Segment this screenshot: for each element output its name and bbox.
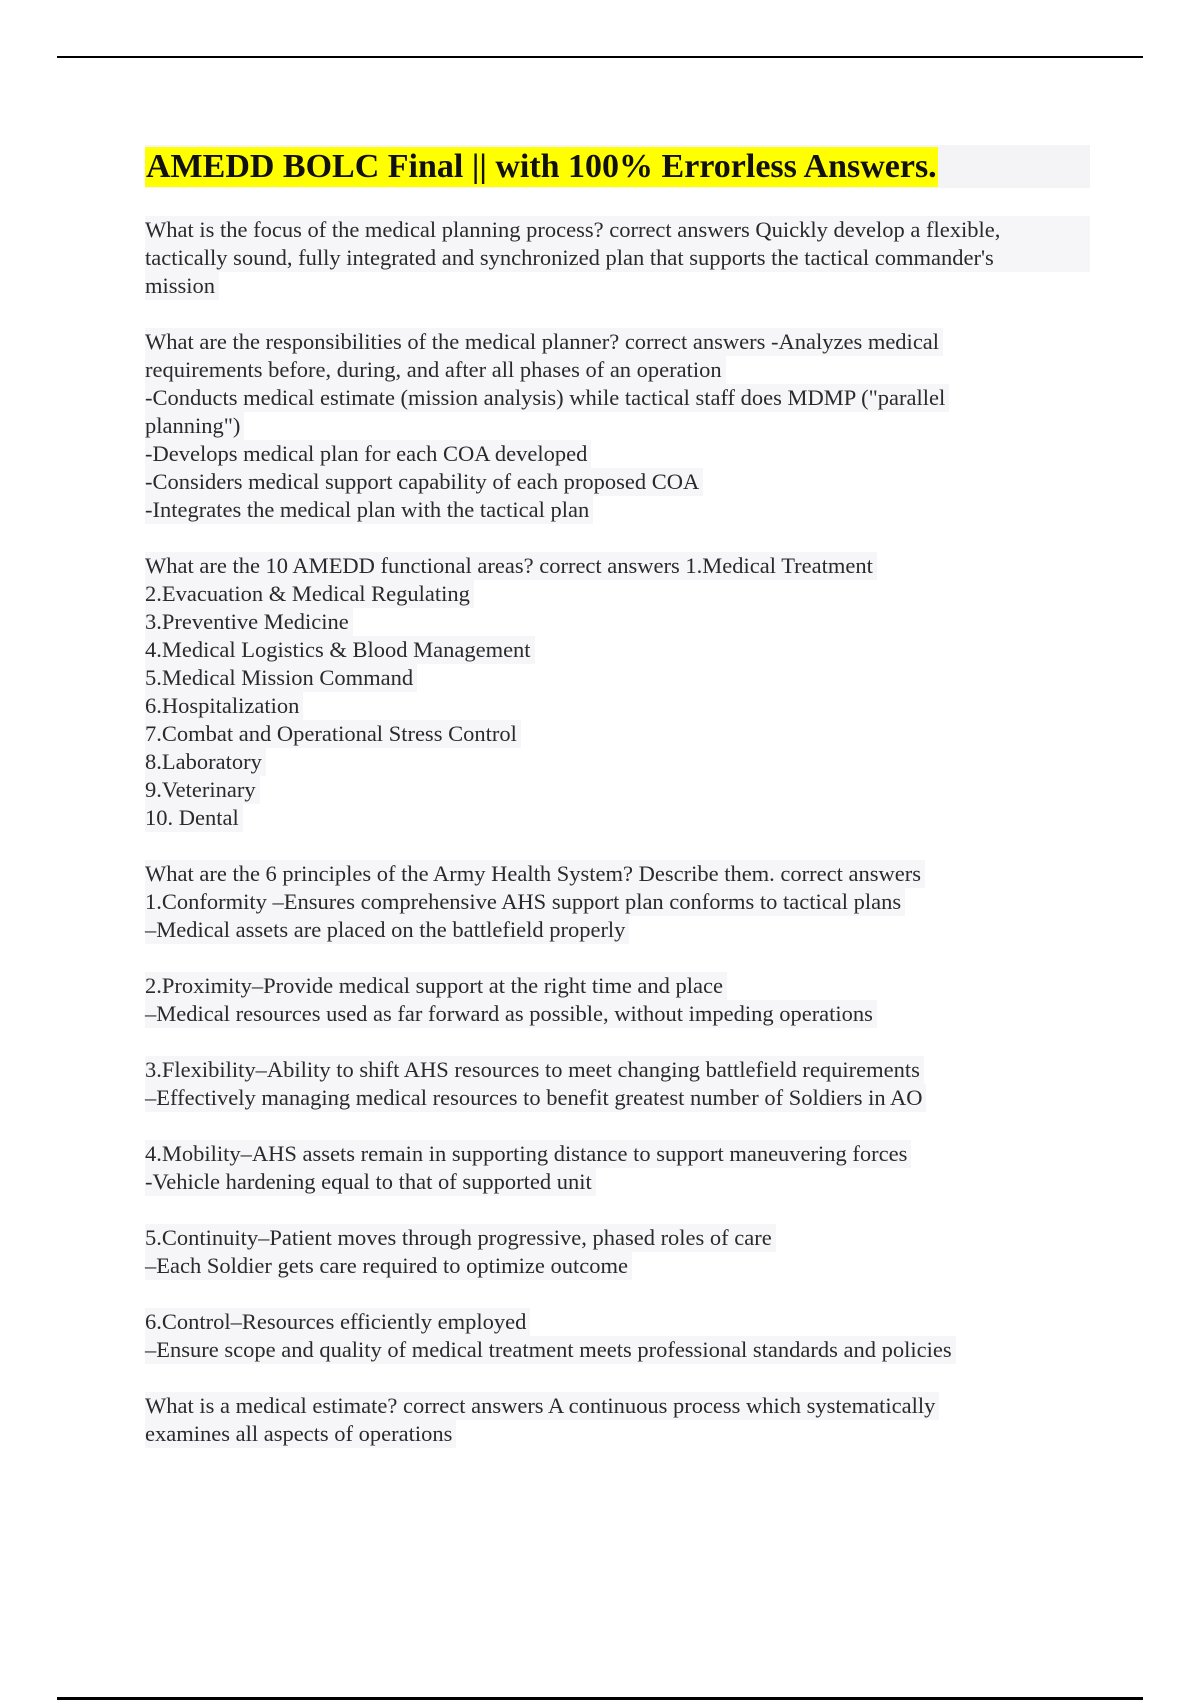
text-line: What is a medical estimate? correct answers A continuous process which systematically (145, 1392, 939, 1420)
text-line: What are the 10 AMEDD functional areas? correct answers 1.Medical Treatment (145, 552, 877, 580)
text-line: What are the 6 principles of the Army Health System? Describe them. correct answers (145, 860, 925, 888)
text-line: -Develops medical plan for each COA developed (145, 440, 591, 468)
text-line: examines all aspects of operations (145, 1420, 456, 1448)
document-body (145, 145, 1090, 1476)
list-item: 3.Preventive Medicine (145, 608, 353, 636)
qa-block-functional-areas (145, 552, 1090, 832)
text-line: –Medical assets are placed on the battlefield properly (145, 916, 629, 944)
qa-block-focus (145, 216, 1090, 300)
title-bar (145, 145, 1090, 188)
text-line: -Integrates the medical plan with the tactical plan (145, 496, 593, 524)
list-item: 7.Combat and Operational Stress Control (145, 720, 521, 748)
text-line: -Conducts medical estimate (mission analysis) while tactical staff does MDMP ("parallel (145, 384, 949, 412)
top-rule (57, 56, 1143, 58)
text-line: -Vehicle hardening equal to that of supported unit (145, 1168, 596, 1196)
document-title: AMEDD BOLC Final || with 100% Errorless Answers. (146, 147, 937, 185)
text-line: 2.Proximity–Provide medical support at the right time and place (145, 972, 727, 1000)
list-item: 4.Medical Logistics & Blood Management (145, 636, 535, 664)
list-item: 9.Veterinary (145, 776, 260, 804)
text-line: –Medical resources used as far forward as possible, without impeding operations (145, 1000, 877, 1028)
list-item: 10. Dental (145, 804, 243, 832)
text-line: –Effectively managing medical resources to benefit greatest number of Soldiers in AO (145, 1084, 926, 1112)
list-item: 2.Evacuation & Medical Regulating (145, 580, 474, 608)
text-line: –Ensure scope and quality of medical treatment meets professional standards and policies (145, 1336, 956, 1364)
text-line: planning") (145, 412, 244, 440)
principle-proximity (145, 972, 1090, 1028)
text-line: –Each Soldier gets care required to optimize outcome (145, 1252, 632, 1280)
principle-control (145, 1308, 1090, 1364)
text-line: What are the responsibilities of the medical planner? correct answers -Analyzes medical (145, 328, 943, 356)
text-line: What is the focus of the medical planning process? correct answers Quickly develop a flexible, (145, 216, 1090, 244)
principle-continuity (145, 1224, 1090, 1280)
text-line: 1.Conformity –Ensures comprehensive AHS support plan conforms to tactical plans (145, 888, 905, 916)
qa-block-responsibilities (145, 328, 1090, 524)
principle-flexibility (145, 1056, 1090, 1112)
text-line: mission (145, 272, 219, 300)
principle-mobility (145, 1140, 1090, 1196)
list-item: 5.Medical Mission Command (145, 664, 417, 692)
list-item: 8.Laboratory (145, 748, 266, 776)
text-line: -Considers medical support capability of each proposed COA (145, 468, 703, 496)
text-line: 6.Control–Resources efficiently employed (145, 1308, 530, 1336)
text-line: 3.Flexibility–Ability to shift AHS resources to meet changing battlefield requirements (145, 1056, 924, 1084)
text-line: requirements before, during, and after all phases of an operation (145, 356, 726, 384)
text-line: tactically sound, fully integrated and synchronized plan that supports the tactical commander's (145, 244, 1090, 272)
text-line: 4.Mobility–AHS assets remain in supporting distance to support maneuvering forces (145, 1140, 911, 1168)
text-line: 5.Continuity–Patient moves through progressive, phased roles of care (145, 1224, 776, 1252)
qa-block-principles (145, 860, 1090, 944)
list-item: 6.Hospitalization (145, 692, 303, 720)
qa-block-medical-estimate (145, 1392, 1090, 1448)
